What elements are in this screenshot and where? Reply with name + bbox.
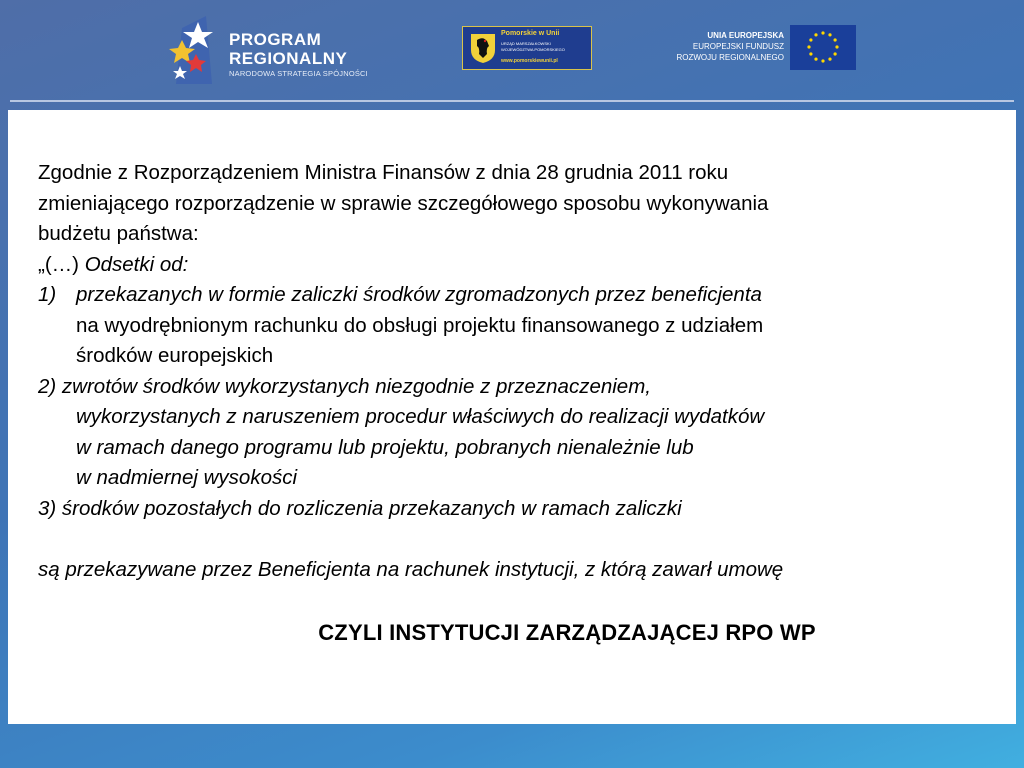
program-logo-line3: NARODOWA STRATEGIA SPÓJNOŚCI <box>229 69 368 78</box>
pomorskie-logo-title: Pomorskie w Unii <box>501 30 560 37</box>
intro-line-1: Zgodnie z Rozporządzeniem Ministra Finansów z dnia 28 grudnia 2011 roku <box>38 161 729 184</box>
list-item-3-line-1: 3) środków pozostałych do rozliczenia przekazanych w ramach zaliczki <box>38 496 682 520</box>
eu-fund-text <box>668 30 784 63</box>
list-item-2-line-2: wykorzystanych z naruszeniem procedur właściwych do realizacji wydatków <box>76 405 765 428</box>
header-divider <box>10 100 1014 102</box>
eu-flag-icon <box>790 25 856 70</box>
spacer <box>38 524 998 555</box>
pomorskie-logo-url: www.pomorskiewunii.pl <box>501 58 558 64</box>
regulation-text <box>38 158 998 585</box>
conclusion-heading: CZYLI INSTYTUCJI ZARZĄDZAJĄCEJ RPO WP <box>318 620 816 645</box>
quote-prefix: „(…) <box>38 252 85 276</box>
pomorskie-griffin-shield-icon <box>469 32 497 64</box>
list-item-2-line-3: w ramach danego programu lub projektu, pobranych nienależnie lub <box>76 435 694 459</box>
program-logo-line2: REGIONALNY <box>229 49 348 68</box>
eu-logo-line2: EUROPEJSKI FUNDUSZ <box>692 42 784 51</box>
program-regionalny-logo <box>168 14 388 86</box>
list-item-1-line-1 <box>38 280 998 311</box>
program-regionalny-star-icon <box>168 14 226 86</box>
program-logo-line1: PROGRAM <box>229 30 322 49</box>
closing-sentence: są przekazywane przez Beneficjenta na rachunek instytucji, z którą zawarł umowę <box>38 557 784 581</box>
list-item-2-line-1: 2) zwrotów środków wykorzystanych niezgodnie z przeznaczeniem, <box>38 374 651 398</box>
quote-title: Odsetki od: <box>84 252 189 276</box>
quote-heading <box>38 250 998 281</box>
list-item-1-line-2: na wyodrębnionym rachunku do obsługi projektu finansowanego z udziałem <box>76 313 764 337</box>
slide-content-panel <box>8 110 1016 724</box>
intro-line-2: zmieniającego rozporządzenie w sprawie szczegółowego sposobu wykonywania <box>38 191 769 215</box>
list-item-2-line-4: w nadmiernej wysokości <box>76 466 298 489</box>
list-item-1-text: przekazanych w formie zaliczki środków zgromadzonych przez beneficjenta <box>76 283 762 306</box>
header-logos <box>0 0 1024 100</box>
pomorskie-logo-line3: WOJEWÓDZTWA POMORSKIEGO <box>501 47 565 52</box>
eu-logo-line1: UNIA EUROPEJSKA <box>707 31 784 40</box>
list-item-1-line-3: środków europejskich <box>76 344 274 367</box>
list-item-1-number: 1) <box>38 283 57 306</box>
pomorskie-logo-line2: URZĄD MARSZAŁKOWSKI <box>501 41 551 46</box>
eu-logo-line3: ROZWOJU REGIONALNEGO <box>676 53 784 62</box>
intro-line-3: budżetu państwa: <box>38 222 199 245</box>
pomorskie-w-unii-logo <box>462 26 592 70</box>
